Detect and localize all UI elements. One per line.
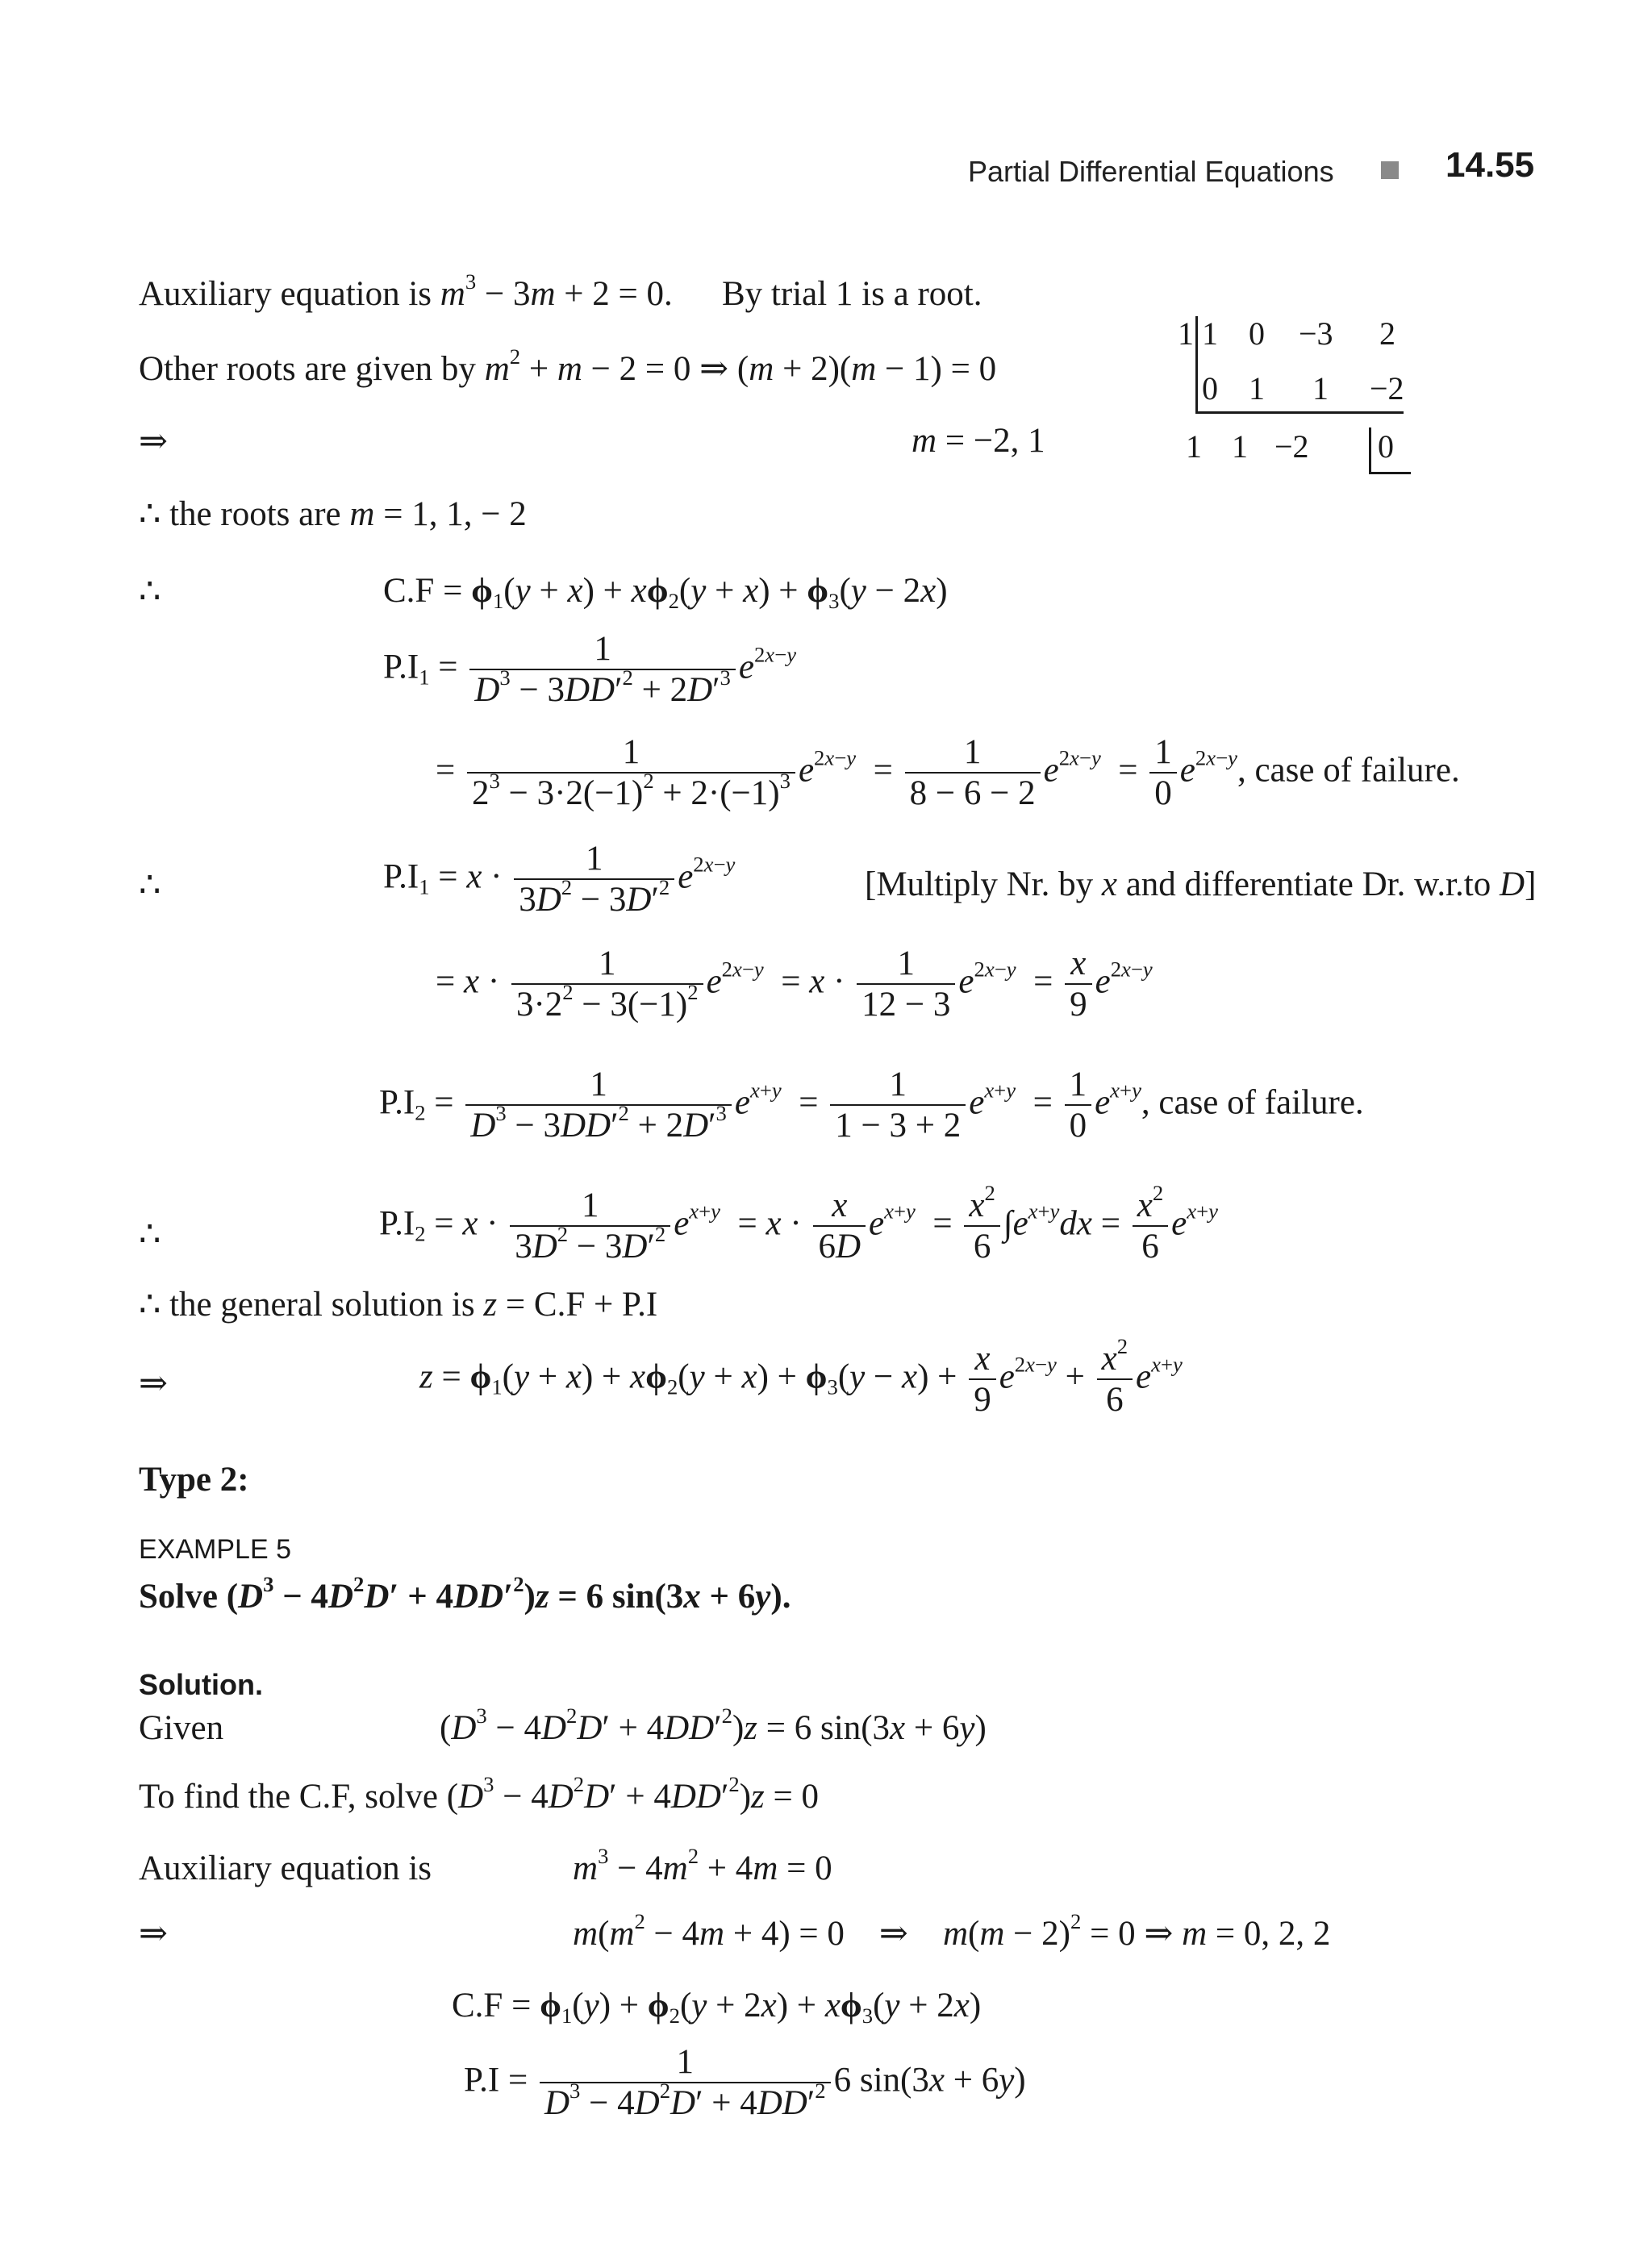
case-failure-1: , case of failure.	[1237, 751, 1460, 790]
sd-cell: 1	[1312, 370, 1329, 407]
sd-cell: 2	[1379, 315, 1395, 352]
sd-cell: 1	[1232, 428, 1248, 465]
sd-cell: −2	[1370, 370, 1404, 407]
roots-line: ∴ the roots are m = 1, 1, − 2	[139, 495, 527, 533]
other-roots-line: Other roots are given by $m^2 + m - 2 = 0$ ⇒ (m + 2)(m − 1) = 0	[139, 344, 997, 388]
example-problem: Solve $(D^3 - 4D^2D' + 4DD'^2)z = 6$ sin(3x + 6y).	[139, 1572, 791, 1616]
pi1-result: = x · $\frac{1}{3\cdot 2^2 - 3(-1)^2}$ $e^{2x-y} = x$ · $\frac{1}{12 - 3}$ $e^{2x-y}$ = $\frac{x}{9}$ $e^{2x-y}$	[436, 945, 1153, 1024]
sd-cell: 1	[1202, 315, 1218, 352]
therefore-symbol-3: ∴	[139, 1216, 161, 1253]
implies-symbol: ⇒	[139, 423, 169, 461]
sd-vertical-rule	[1195, 316, 1198, 413]
given-equation: $(D^3 - 4D^2D' + 4DD'^2)z = 6$ sin(3x + 6y)	[440, 1703, 987, 1747]
final-solution: $z = \phi_1(y + x) + x\phi_2(y + x) + \phi_3(y - x)$ + $\frac{x}{9}$ $e^{2x-y}$ + $\frac{x^2}{6}$ $e^{x+y}$	[419, 1334, 1183, 1420]
multiply-note: [Multiply Nr. by x and differentiate Dr. w.r.to D]	[865, 865, 1537, 903]
solve-prefix: Solve	[139, 1578, 218, 1616]
cf-equation-2: $C.F = \phi_1(y) + \phi_2(y + 2x) + x\phi_3(y + 2x)$	[452, 1987, 982, 2028]
pi1-evaluation: = $\frac{1}{2^3 - 3\cdot 2(-1)^2 + 2\cdot(-1)^3}$ $e^{2x-y}$ = $\frac{1}{8 - 6 - 2}$ $e^{2x-y}$ = $\frac{1}{0}$ $e^{2x-y}$, case of failure.	[436, 733, 1460, 813]
by-trial-text: By trial 1 is a root.	[722, 275, 982, 313]
page-number: 14.55	[1446, 145, 1535, 185]
to-find-line: To find the C.F, solve $(D^3 - 4D^2D' + 4DD'^2)z = 0$	[139, 1772, 820, 1816]
sd-cell: −2	[1274, 428, 1309, 465]
aux-prefix: Auxiliary equation is	[139, 275, 432, 313]
m-values: m = −2, 1	[912, 422, 1045, 460]
roots-label: ∴ the roots are	[139, 495, 341, 533]
sd-remainder-vrule	[1369, 427, 1371, 474]
sd-horizontal-rule	[1195, 411, 1404, 414]
running-header-title: Partial Differential Equations	[968, 155, 1334, 188]
cf-equation-1: $C.F = \phi_1(y + x) + x\phi_2(y + x) + \phi_3(y - 2x)$	[383, 572, 948, 613]
pi1-derivative: $P.I_1 = x$ · $\frac{1}{3D^2 - 3D'^2}$ $e^{2x-y}$	[383, 840, 736, 919]
pi1-equation: $P.I_1$ = $\frac{1}{D^3 - 3DD'^2 + 2D'^3}$ $e^{2x-y}$	[383, 630, 797, 710]
therefore-symbol: ∴	[139, 573, 161, 611]
sd-remainder-hrule	[1369, 472, 1411, 474]
pi-equation-2: P.I = $\frac{1}{D^3 - 4D^2D' + 4DD'^2}$ 6 sin(3x + 6y)	[464, 2043, 1026, 2123]
type-heading: Type 2:	[139, 1461, 249, 1499]
aux2-factored: $m(m^2 - 4m + 4) = 0$ ⇒ $m(m - 2)^2 = 0$ ⇒ m = 0, 2, 2	[573, 1909, 1331, 1953]
implies-symbol-3: ⇒	[139, 1915, 169, 1953]
sd-cell: 1	[1249, 370, 1265, 407]
header-square-icon	[1381, 161, 1399, 179]
other-roots-label: Other roots are given by	[139, 350, 476, 388]
aux-equation-line: Auxiliary equation is $m^3 - 3m + 2 = 0$.	[139, 269, 673, 313]
general-solution-text: ∴ the general solution is z = C.F + P.I	[139, 1286, 658, 1324]
implies-symbol-2: ⇒	[139, 1365, 169, 1403]
aux2-label: Auxiliary equation is	[139, 1849, 432, 1887]
sd-divisor: 1	[1178, 315, 1194, 352]
pi2-equation: $P.I_2$ = $\frac{1}{D^3 - 3DD'^2 + 2D'^3}$ $e^{x+y}$ = $\frac{1}{1 - 3 + 2}$ $e^{x+y}$ = $\frac{1}{0}$ $e^{x+y}$, case of failure.	[379, 1065, 1364, 1145]
to-find-label: To find the C.F, solve	[139, 1778, 438, 1816]
aux2-equation: $m^3 - 4m^2 + 4m = 0$	[573, 1844, 832, 1887]
sd-cell: 0	[1249, 315, 1265, 352]
sd-cell: 1	[1186, 428, 1202, 465]
case-failure-2: , case of failure.	[1141, 1083, 1364, 1122]
example-label: EXAMPLE 5	[139, 1534, 291, 1565]
solution-label: Solution.	[139, 1668, 263, 1701]
pi2-derivative: $P.I_2 = x$ · $\frac{1}{3D^2 - 3D'^2}$ $e^{x+y} = x$ · $\frac{x}{6D}$ $e^{x+y}$ = $\frac{x^2}{6}$ $\int e^{x+y}dx$ = $\frac{x^2}{6}$ $e^{x+y}$	[379, 1181, 1218, 1266]
sd-cell: −3	[1299, 315, 1333, 352]
sd-cell: 0	[1378, 428, 1394, 465]
given-label: Given	[139, 1709, 224, 1747]
therefore-symbol-2: ∴	[139, 866, 161, 904]
sd-cell: 0	[1202, 370, 1218, 407]
